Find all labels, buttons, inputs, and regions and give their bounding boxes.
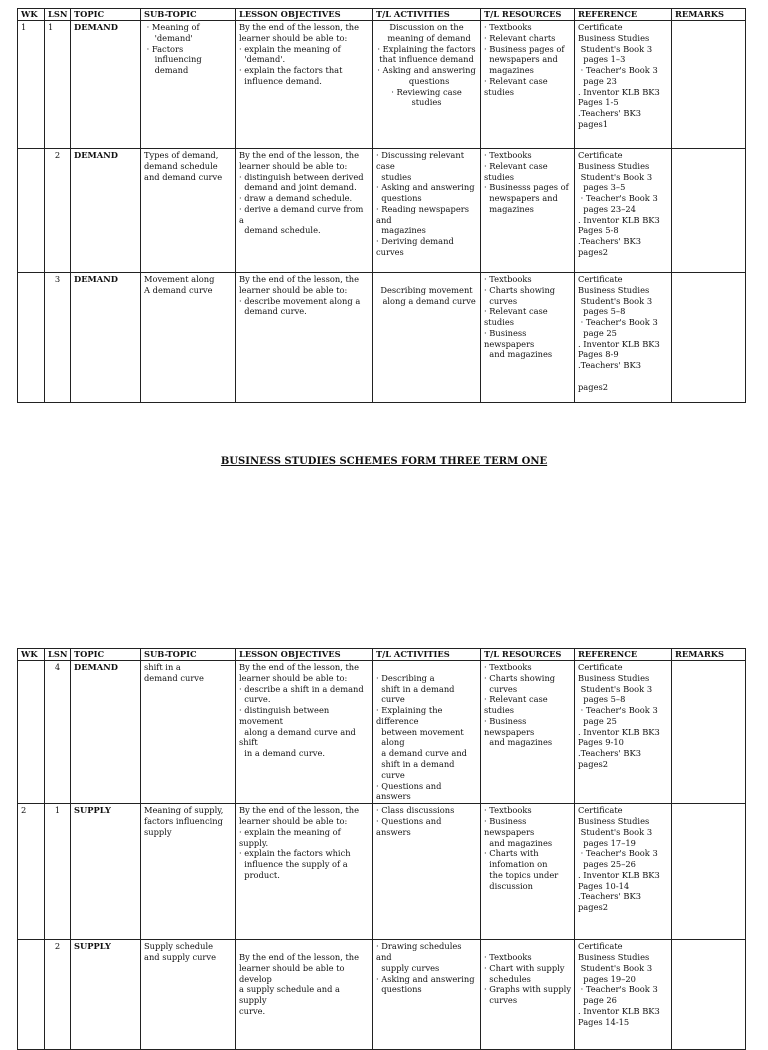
cell-line: By the end of the lesson, the bbox=[239, 274, 360, 284]
cell-line: · describe movement along a bbox=[239, 295, 361, 306]
header-topic: TOPIC bbox=[71, 649, 141, 661]
cell-line: along a demand curve bbox=[377, 295, 476, 306]
cell-line: schedules bbox=[484, 973, 531, 984]
cell-line: pages2 bbox=[578, 759, 609, 770]
cell-line: Student's Book 3 bbox=[578, 171, 653, 182]
cell-line: By the end of the lesson, the bbox=[239, 662, 360, 672]
cell-line: meaning of demand bbox=[382, 32, 471, 43]
cell-line: Business Studies bbox=[578, 951, 650, 962]
lesson-cell: 1 bbox=[45, 804, 71, 940]
cell-line: · explain the factors which bbox=[239, 848, 351, 859]
cell-line: curve bbox=[376, 694, 405, 705]
cell-line: · Describing a bbox=[376, 672, 435, 683]
cell-line: that influence demand bbox=[379, 54, 474, 65]
cell-line: Student's Book 3 bbox=[578, 43, 653, 54]
cell-line: a supply schedule and a supply bbox=[239, 984, 343, 1006]
cell-line: factors influencing bbox=[144, 815, 223, 826]
cell-line: · Textbooks bbox=[484, 805, 532, 816]
cell-line: learner should be able to: bbox=[239, 672, 348, 683]
header-sub-topic: SUB-TOPIC bbox=[141, 9, 236, 21]
cell-line: · explain the factors that bbox=[239, 65, 343, 76]
week-cell bbox=[18, 149, 45, 273]
cell-line: · Relevant case studies bbox=[484, 160, 551, 182]
sub-topic-cell bbox=[141, 21, 236, 149]
cell-line: · distinguish between movement bbox=[239, 705, 332, 726]
cell-line: Business Studies bbox=[578, 32, 650, 43]
cell-line: · Relevant case studies bbox=[484, 75, 551, 97]
header-lesson-objectives: LESSON OBJECTIVES bbox=[236, 9, 373, 21]
table-header-row bbox=[18, 649, 746, 661]
cell-line: Student's Book 3 bbox=[578, 683, 653, 694]
sub-topic-cell bbox=[141, 273, 236, 403]
cell-line: Pages 9-10 bbox=[578, 737, 624, 748]
cell-line: · Teacher's Book 3 bbox=[578, 984, 658, 995]
cell-line: curve. bbox=[239, 1005, 266, 1016]
cell-line: demand curve bbox=[144, 672, 204, 683]
cell-line: page 25 bbox=[578, 715, 617, 726]
cell-line: Movement along bbox=[144, 274, 215, 284]
header-tl-activities: T/L ACTIVITIES bbox=[373, 649, 481, 661]
topic-cell: SUPPLY bbox=[71, 804, 141, 940]
cell-line: · Deriving demand curves bbox=[376, 236, 457, 258]
cell-line: · Asking and answering bbox=[376, 973, 475, 984]
activities-cell bbox=[373, 149, 481, 273]
cell-line: page 23 bbox=[578, 75, 617, 86]
activities-cell bbox=[373, 804, 481, 940]
cell-line: Certificate bbox=[578, 805, 623, 816]
header-reference: REFERENCE bbox=[575, 9, 672, 21]
lesson-cell: 4 bbox=[45, 661, 71, 804]
sub-topic-cell bbox=[141, 804, 236, 940]
cell-line: · Business newspapers bbox=[484, 327, 535, 349]
cell-line: · Textbooks bbox=[484, 150, 532, 160]
topic-cell: DEMAND bbox=[71, 273, 141, 403]
header-tl-resources: T/L RESOURCES bbox=[481, 649, 575, 661]
objectives-cell bbox=[236, 940, 373, 1050]
cell-line: pages 19–20 bbox=[578, 973, 636, 984]
cell-line: along a demand curve and shift bbox=[239, 726, 359, 748]
cell-line: . Inventor KLB BK3 bbox=[578, 726, 660, 737]
cell-line: Describing movement bbox=[380, 284, 473, 295]
cell-line: influencing bbox=[144, 54, 202, 65]
cell-line: By the end of the lesson, the bbox=[239, 805, 360, 816]
cell-line: · Businesss pages of bbox=[484, 182, 569, 193]
cell-line: learner should be able to: bbox=[239, 284, 348, 295]
cell-line: · describe a shift in a demand bbox=[239, 683, 364, 694]
cell-line: Student's Book 3 bbox=[578, 962, 653, 973]
sub-topic-cell bbox=[141, 940, 236, 1050]
reference-cell bbox=[575, 21, 672, 149]
cell-line: . Inventor KLB BK3 bbox=[578, 86, 660, 97]
cell-line: curves bbox=[484, 683, 518, 694]
lesson-cell: 2 bbox=[45, 149, 71, 273]
cell-line bbox=[578, 371, 668, 382]
table-header-row bbox=[18, 9, 746, 21]
resources-cell bbox=[481, 149, 575, 273]
cell-line: Pages 8-9 bbox=[578, 349, 619, 360]
cell-line: pages 17–19 bbox=[578, 837, 636, 848]
cell-line: · Teacher's Book 3 bbox=[578, 848, 658, 859]
cell-line: · Relevant case studies bbox=[484, 694, 551, 716]
table-row bbox=[18, 273, 746, 403]
cell-line: Certificate bbox=[578, 22, 623, 32]
cell-line bbox=[376, 274, 477, 285]
scheme-table-2 bbox=[17, 648, 746, 1050]
cell-line: newspapers and bbox=[484, 193, 558, 204]
cell-line: demand bbox=[144, 65, 189, 76]
cell-line: Certificate bbox=[578, 274, 623, 284]
cell-line: magazines bbox=[484, 65, 534, 76]
reference-cell bbox=[575, 661, 672, 804]
cell-line: pages 1–3 bbox=[578, 54, 626, 65]
cell-line: 'demand'. bbox=[239, 54, 286, 65]
cell-line: curve. bbox=[239, 694, 271, 705]
cell-line: Supply schedule bbox=[144, 941, 214, 952]
cell-line: By the end of the lesson, the bbox=[239, 951, 360, 962]
cell-line: · Teacher's Book 3 bbox=[578, 317, 658, 328]
cell-line: · Charts with bbox=[484, 848, 539, 859]
lesson-cell: 3 bbox=[45, 273, 71, 403]
resources-cell bbox=[481, 273, 575, 403]
cell-line: By the end of the lesson, the bbox=[239, 22, 360, 32]
cell-line: Student's Book 3 bbox=[578, 295, 653, 306]
cell-line: Meaning of supply, bbox=[144, 805, 224, 816]
cell-line: newspapers and bbox=[484, 54, 558, 65]
cell-line: pages 5–8 bbox=[578, 694, 626, 705]
cell-line bbox=[239, 941, 369, 952]
cell-line: shift in a demand bbox=[376, 683, 455, 694]
cell-line: magazines bbox=[484, 203, 534, 214]
sub-topic-cell bbox=[141, 149, 236, 273]
cell-line: curves bbox=[484, 295, 518, 306]
cell-line: · Teacher's Book 3 bbox=[578, 705, 658, 716]
week-cell: 1 bbox=[18, 21, 45, 149]
cell-line: and magazines bbox=[484, 737, 553, 748]
cell-line: Certificate bbox=[578, 941, 623, 952]
cell-line: · Charts showing bbox=[484, 284, 556, 295]
cell-line: · Meaning of bbox=[144, 22, 200, 32]
cell-line bbox=[376, 662, 477, 673]
cell-line: Pages 14-15 bbox=[578, 1016, 630, 1027]
page-heading: BUSINESS STUDIES SCHEMES FORM THREE TERM ONE bbox=[220, 456, 548, 467]
header-sub-topic: SUB-TOPIC bbox=[141, 649, 236, 661]
cell-line: · Explaining the difference bbox=[376, 705, 446, 726]
cell-line: a demand curve and bbox=[376, 748, 467, 759]
cell-line: pages 5–8 bbox=[578, 306, 626, 317]
cell-line: A demand curve bbox=[144, 284, 213, 295]
table-row bbox=[18, 21, 746, 149]
objectives-cell bbox=[236, 21, 373, 149]
cell-line: shift in a demand bbox=[376, 759, 455, 770]
week-cell bbox=[18, 661, 45, 804]
lesson-cell: 2 bbox=[45, 940, 71, 1050]
cell-line: pages1 bbox=[578, 119, 609, 130]
resources-cell bbox=[481, 661, 575, 804]
cell-line: · distinguish between derived bbox=[239, 171, 364, 182]
cell-line: infomation on bbox=[484, 859, 548, 870]
cell-line: Pages 5-8 bbox=[578, 225, 619, 236]
cell-line: · Reviewing case studies bbox=[391, 86, 465, 108]
cell-line: · Asking and answering bbox=[376, 182, 475, 193]
cell-line: .Teachers' BK3 bbox=[578, 236, 642, 247]
cell-line: · Questions and answers bbox=[376, 780, 445, 802]
week-cell bbox=[18, 273, 45, 403]
cell-line: and magazines bbox=[484, 837, 553, 848]
header-lesson-objectives: LESSON OBJECTIVES bbox=[236, 649, 373, 661]
header-wk: WK bbox=[18, 649, 45, 661]
cell-line: pages2 bbox=[578, 902, 609, 913]
cell-line: .Teachers' BK3 bbox=[578, 891, 642, 902]
week-cell: 2 bbox=[18, 804, 45, 940]
cell-line: curve bbox=[376, 769, 405, 780]
cell-line: pages2 bbox=[578, 381, 609, 392]
cell-line: supply curves bbox=[376, 962, 440, 973]
remarks-cell bbox=[672, 149, 746, 273]
header-lsn: LSN bbox=[45, 9, 71, 21]
cell-line: Discussion on the bbox=[389, 22, 464, 32]
cell-line: · derive a demand curve from a bbox=[239, 203, 366, 225]
cell-line: .Teachers' BK3 bbox=[578, 360, 642, 371]
cell-line: studies bbox=[376, 171, 412, 182]
cell-line: influence demand. bbox=[239, 75, 322, 86]
cell-line: along bbox=[376, 737, 405, 748]
reference-cell bbox=[575, 149, 672, 273]
cell-line: · explain the meaning of supply. bbox=[239, 826, 344, 848]
cell-line: supply bbox=[144, 826, 172, 837]
cell-line: · Teacher's Book 3 bbox=[578, 193, 658, 204]
reference-cell bbox=[575, 273, 672, 403]
remarks-cell bbox=[672, 661, 746, 804]
remarks-cell bbox=[672, 273, 746, 403]
cell-line: demand schedule. bbox=[239, 225, 321, 236]
cell-line: demand curve. bbox=[239, 306, 307, 317]
cell-line: demand schedule bbox=[144, 160, 218, 171]
cell-line: learner should be able to: bbox=[239, 32, 348, 43]
activities-cell bbox=[373, 21, 481, 149]
remarks-cell bbox=[672, 940, 746, 1050]
objectives-cell bbox=[236, 273, 373, 403]
cell-line: Student's Book 3 bbox=[578, 826, 653, 837]
header-remarks: REMARKS bbox=[672, 649, 746, 661]
header-remarks: REMARKS bbox=[672, 9, 746, 21]
cell-line: · Chart with supply bbox=[484, 962, 565, 973]
topic-cell: DEMAND bbox=[71, 21, 141, 149]
header-lsn: LSN bbox=[45, 649, 71, 661]
cell-line: · Teacher's Book 3 bbox=[578, 65, 658, 76]
cell-line: · Textbooks bbox=[484, 274, 532, 284]
cell-line: pages 23–24 bbox=[578, 203, 636, 214]
table-row bbox=[18, 149, 746, 273]
scheme-table-1 bbox=[17, 8, 746, 403]
cell-line: · Discussing relevant case bbox=[376, 150, 467, 171]
cell-line: · Asking and answering bbox=[377, 65, 476, 76]
cell-line: · Questions and answers bbox=[376, 815, 445, 837]
activities-cell bbox=[373, 940, 481, 1050]
table-row bbox=[18, 804, 746, 940]
cell-line: · draw a demand schedule. bbox=[239, 193, 353, 204]
cell-line: .Teachers' BK3 bbox=[578, 748, 642, 759]
cell-line: Types of demand, bbox=[144, 150, 219, 160]
remarks-cell bbox=[672, 804, 746, 940]
cell-line: · Business newspapers bbox=[484, 815, 535, 837]
cell-line: and demand curve bbox=[144, 171, 223, 182]
cell-line: influence the supply of a bbox=[239, 859, 348, 870]
cell-line: · Factors bbox=[144, 43, 184, 54]
resources-cell bbox=[481, 804, 575, 940]
cell-line: · Relevant case studies bbox=[484, 306, 551, 328]
header-wk: WK bbox=[18, 9, 45, 21]
cell-line: · Reading newspapers and bbox=[376, 203, 472, 225]
cell-line: · Explaining the factors bbox=[377, 43, 476, 54]
cell-line bbox=[484, 941, 571, 952]
reference-cell bbox=[575, 940, 672, 1050]
cell-line: . Inventor KLB BK3 bbox=[578, 869, 660, 880]
cell-line: product. bbox=[239, 869, 280, 880]
cell-line: and magazines bbox=[484, 349, 553, 360]
header-reference: REFERENCE bbox=[575, 649, 672, 661]
cell-line: · Drawing schedules and bbox=[376, 941, 465, 962]
table-row bbox=[18, 661, 746, 804]
objectives-cell bbox=[236, 149, 373, 273]
cell-line: · explain the meaning of bbox=[239, 43, 341, 54]
cell-line: shift in a bbox=[144, 662, 181, 672]
cell-line: · Class discussions bbox=[376, 805, 455, 816]
cell-line: magazines bbox=[376, 225, 426, 236]
cell-line: · Graphs with supply bbox=[484, 984, 571, 995]
cell-line: · Charts showing bbox=[484, 672, 556, 683]
header-topic: TOPIC bbox=[71, 9, 141, 21]
cell-line: in a demand curve. bbox=[239, 748, 326, 759]
cell-line: . Inventor KLB BK3 bbox=[578, 214, 660, 225]
resources-cell bbox=[481, 21, 575, 149]
week-cell bbox=[18, 940, 45, 1050]
cell-line: · Textbooks bbox=[484, 662, 532, 672]
table-row bbox=[18, 940, 746, 1050]
cell-line: questions bbox=[376, 193, 422, 204]
cell-line: the topics under bbox=[484, 869, 559, 880]
topic-cell: DEMAND bbox=[71, 661, 141, 804]
topic-cell: SUPPLY bbox=[71, 940, 141, 1050]
cell-line: questions bbox=[376, 984, 422, 995]
cell-line: Business Studies bbox=[578, 672, 650, 683]
header-tl-resources: T/L RESOURCES bbox=[481, 9, 575, 21]
objectives-cell bbox=[236, 804, 373, 940]
cell-line: Certificate bbox=[578, 150, 623, 160]
resources-cell bbox=[481, 940, 575, 1050]
activities-cell bbox=[373, 661, 481, 804]
topic-cell: DEMAND bbox=[71, 149, 141, 273]
cell-line: Business Studies bbox=[578, 815, 650, 826]
cell-line: Pages 1-5 bbox=[578, 97, 619, 108]
cell-line: Business Studies bbox=[578, 160, 650, 171]
header-tl-activities: T/L ACTIVITIES bbox=[373, 9, 481, 21]
sub-topic-cell bbox=[141, 661, 236, 804]
cell-line: curves bbox=[484, 995, 518, 1006]
cell-line: . Inventor KLB BK3 bbox=[578, 338, 660, 349]
cell-line: .Teachers' BK3 bbox=[578, 108, 642, 119]
cell-line: Certificate bbox=[578, 662, 623, 672]
cell-line: demand and joint demand. bbox=[239, 182, 357, 193]
cell-line: Business Studies bbox=[578, 284, 650, 295]
cell-line: . Inventor KLB BK3 bbox=[578, 1005, 660, 1016]
cell-line: page 26 bbox=[578, 995, 617, 1006]
cell-line: and supply curve bbox=[144, 951, 216, 962]
cell-line: discussion bbox=[484, 880, 534, 891]
cell-line: · Relevant charts bbox=[484, 32, 556, 43]
cell-line: learner should be able to: bbox=[239, 815, 348, 826]
cell-line: · Business pages of bbox=[484, 43, 565, 54]
cell-line: · Textbooks bbox=[484, 951, 532, 962]
cell-line: questions bbox=[403, 75, 450, 86]
cell-line: · Business newspapers bbox=[484, 715, 535, 737]
reference-cell bbox=[575, 804, 672, 940]
cell-line: pages 3–5 bbox=[578, 182, 626, 193]
cell-line: pages 25–26 bbox=[578, 859, 636, 870]
cell-line: · Textbooks bbox=[484, 22, 532, 32]
cell-line: between movement bbox=[376, 726, 464, 737]
cell-line: learner should be able to develop bbox=[239, 962, 348, 984]
lesson-cell: 1 bbox=[45, 21, 71, 149]
cell-line: pages2 bbox=[578, 247, 609, 258]
cell-line: page 25 bbox=[578, 327, 617, 338]
cell-line: 'demand' bbox=[144, 32, 193, 43]
cell-line: Pages 10-14 bbox=[578, 880, 630, 891]
cell-line: By the end of the lesson, the bbox=[239, 150, 360, 160]
cell-line: learner should be able to: bbox=[239, 160, 348, 171]
activities-cell bbox=[373, 273, 481, 403]
objectives-cell bbox=[236, 661, 373, 804]
remarks-cell bbox=[672, 21, 746, 149]
